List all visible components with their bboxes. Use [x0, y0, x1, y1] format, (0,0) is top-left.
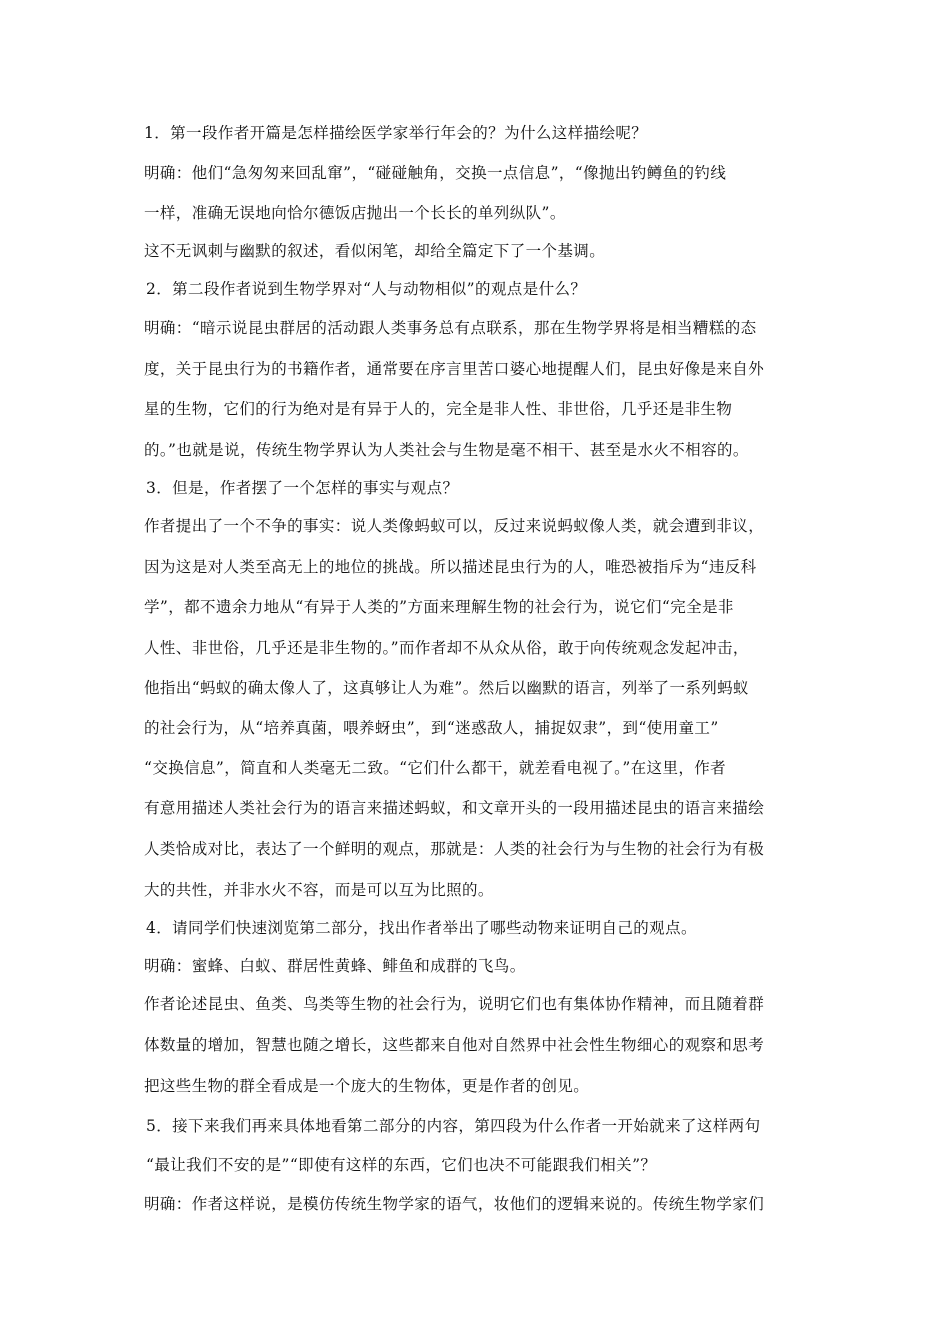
answer-3-line-8: 有意用描述人类社会行为的语言来描述蚂蚁，和文章开头的一段用描述昆虫的语言来描绘 [144, 799, 765, 817]
answer-3-line-7: “交换信息”，简直和人类毫无二致。“它们什么都干，就差看电视了。”在这里，作者 [144, 759, 727, 777]
paragraph-4-line-3: 把这些生物的群全看成是一个庞大的生物体，更是作者的创见。 [144, 1077, 590, 1095]
answer-3-line-1: 作者提出了一个不争的事实：说人类像蚂蚁可以，反过来说蚂蚁像人类，就会遭到非议， [144, 517, 765, 535]
question-4: 4．请同学们快速浏览第二部分，找出作者举出了哪些动物来证明自己的观点。 [146, 919, 697, 937]
paragraph-1-comment: 这不无讽刺与幽默的叙述，看似闲笔，却给全篇定下了一个基调。 [144, 242, 606, 260]
answer-2-line-3: 星的生物，它们的行为绝对是有异于人的，完全是非人性、非世俗，几乎还是非生物 [144, 400, 733, 418]
answer-3-line-9: 人类恰成对比，表达了一个鲜明的观点，那就是：人类的社会行为与生物的社会行为有极 [144, 840, 765, 858]
answer-4: 明确：蜜蜂、白蚁、群居性黄蜂、鲱鱼和成群的飞鸟。 [144, 957, 526, 975]
answer-3-line-2: 因为这是对人类至高无上的地位的挑战。所以描述昆虫行为的人，唯恐被指斥为“违反科 [144, 558, 757, 576]
paragraph-4-line-1: 作者论述昆虫、鱼类、鸟类等生物的社会行为，说明它们也有集体协作精神，而且随着群 [144, 995, 765, 1013]
answer-3-line-6: 的社会行为，从“培养真菌，喂养蚜虫”，到“迷惑敌人，捕捉奴隶”，到“使用童工” [144, 719, 719, 737]
answer-1-line-2: 一样，准确无误地向恰尔德饭店抛出一个长长的单列纵队”。 [144, 204, 566, 222]
question-3: 3．但是，作者摆了一个怎样的事实与观点？ [146, 479, 459, 497]
answer-2-line-2: 度，关于昆虫行为的书籍作者，通常要在序言里苦口婆心地提醒人们，昆虫好像是来自外 [144, 360, 765, 378]
answer-3-line-10: 大的共性，并非水火不容，而是可以互为比照的。 [144, 881, 494, 899]
answer-1-line-1: 明确：他们“急匆匆来回乱窜”，“碰碰触角，交换一点信息”，“像抛出钓鳟鱼的钓线 [144, 164, 727, 182]
answer-5-line-1: 明确：作者这样说，是模仿传统生物学家的语气，妆他们的逻辑来说的。传统生物学家们 [144, 1195, 765, 1213]
answer-3-line-4: 人性、非世俗，几乎还是非生物的。”而作者却不从众从俗，敢于向传统观念发起冲击， [144, 639, 749, 657]
answer-3-line-3: 学”，都不遗余力地从“有异于人类的”方面来理解生物的社会行为，说它们“完全是非 [144, 598, 734, 616]
question-1: 1．第一段作者开篇是怎样描绘医学家举行年会的？为什么这样描绘呢？ [144, 124, 648, 142]
paragraph-4-line-2: 体数量的增加，智慧也随之增长，这些都来自他对自然界中社会性生物细心的观察和思考 [144, 1036, 765, 1054]
question-5-line-2: “最让我们不安的是”“即使有这样的东西，它们也决不可能跟我们相关”？ [146, 1156, 657, 1174]
answer-2-line-4: 的。”也就是说，传统生物学界认为人类社会与生物是毫不相干、甚至是水火不相容的。 [144, 441, 749, 459]
question-2: 2．第二段作者说到生物学界对“人与动物相似”的观点是什么？ [146, 280, 587, 298]
answer-3-line-5: 他指出“蚂蚁的确太像人了，这真够让人为难”。然后以幽默的语言，列举了一系列蚂蚁 [144, 679, 749, 697]
answer-2-line-1: 明确：“暗示说昆虫群居的活动跟人类事务总有点联系，那在生物学界将是相当糟糕的态 [144, 319, 757, 337]
question-5-line-1: 5．接下来我们再来具体地看第二部分的内容，第四段为什么作者一开始就来了这样两句 [146, 1117, 761, 1135]
